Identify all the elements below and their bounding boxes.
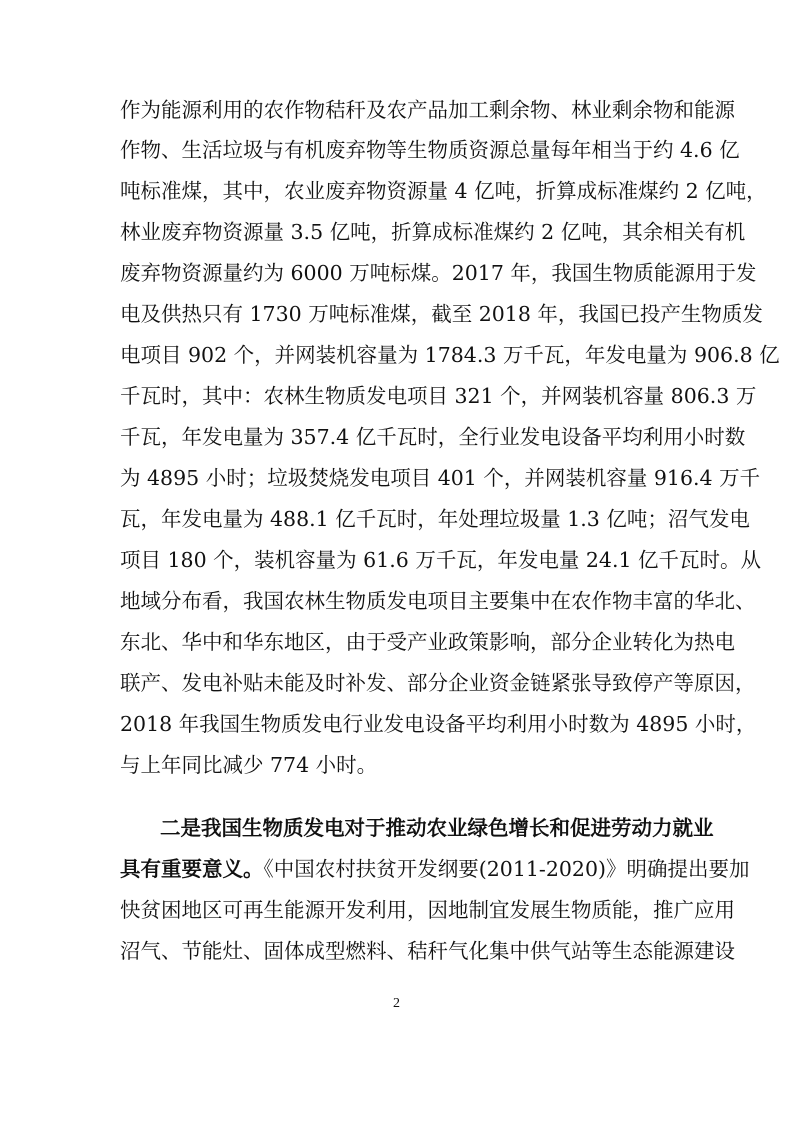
paragraph-1-line-9: 千瓦，年发电量为 357.4 亿千瓦时，全行业发电设备平均利用小时数 [120,425,746,449]
paragraph-1-line-12: 项目 180 个，装机容量为 61.6 万千瓦，年发电量 24.1 亿千瓦时。从 [120,548,762,572]
paragraph-2-bold-text: 具有重要意义。 [120,857,264,881]
paragraph-1-line-11: 瓦，年发电量为 488.1 亿千瓦时，年处理垃圾量 1.3 亿吨；沼气发电 [120,507,750,531]
paragraph-1-line-13: 地域分布看，我国农林生物质发电项目主要集中在农作物丰富的华北、 [120,589,756,613]
paragraph-1-line-7: 电项目 902 个，并网装机容量为 1784.3 万千瓦，年发电量为 906.8 亿 [120,343,780,367]
paragraph-2-line-4: 沼气、节能灶、固体成型燃料、秸秆气化集中供气站等生态能源建设 [120,939,735,963]
paragraph-1-line-3: 吨标准煤，其中，农业废弃物资源量 4 亿吨，折算成标准煤约 2 亿吨， [120,179,767,203]
paragraph-1-line-15: 联产、发电补贴未能及时补发、部分企业资金链紧张导致停产等原因， [120,671,756,695]
paragraph-1-line-14: 东北、华中和华东地区，由于受产业政策影响，部分企业转化为热电 [120,630,735,654]
paragraph-1-line-17: 与上年同比减少 774 小时。 [120,753,378,777]
paragraph-1-line-10: 为 4895 小时；垃圾焚烧发电项目 401 个，并网装机容量 916.4 万千 [120,466,761,490]
paragraph-1-line-6: 电及供热只有 1730 万吨标准煤，截至 2018 年，我国已投产生物质发 [120,302,763,326]
paragraph-2-text: 《中国农村扶贫开发纲要(2011-2020)》明确提出要加 [263,857,750,881]
paragraph-2-line-1: 二是我国生物质发电对于推动农业绿色增长和促进劳动力就业 [160,816,714,840]
paragraph-2-line-2 [120,849,750,889]
paragraph-1-line-8: 千瓦时，其中：农林生物质发电项目 321 个，并网装机容量 806.3 万 [120,384,757,408]
paragraph-1-line-1: 作为能源利用的农作物秸秆及农产品加工剩余物、林业剩余物和能源 [120,98,735,122]
paragraph-2-line-3: 快贫困地区可再生能源开发利用，因地制宜发展生物质能，推广应用 [120,898,735,922]
paragraph-1-line-4: 林业废弃物资源量 3.5 亿吨，折算成标准煤约 2 亿吨，其余相关有机 [120,220,746,244]
paragraph-1-line-2: 作物、生活垃圾与有机废弃物等生物质资源总量每年相当于约 4.6 亿 [120,138,740,162]
paragraph-1-line-16: 2018 年我国生物质发电行业发电设备平均利用小时数为 4895 小时， [120,712,757,736]
page-number: 2 [393,996,400,1011]
paragraph-1-line-5: 废弃物资源量约为 6000 万吨标煤。2017 年，我国生物质能源用于发 [120,261,757,285]
